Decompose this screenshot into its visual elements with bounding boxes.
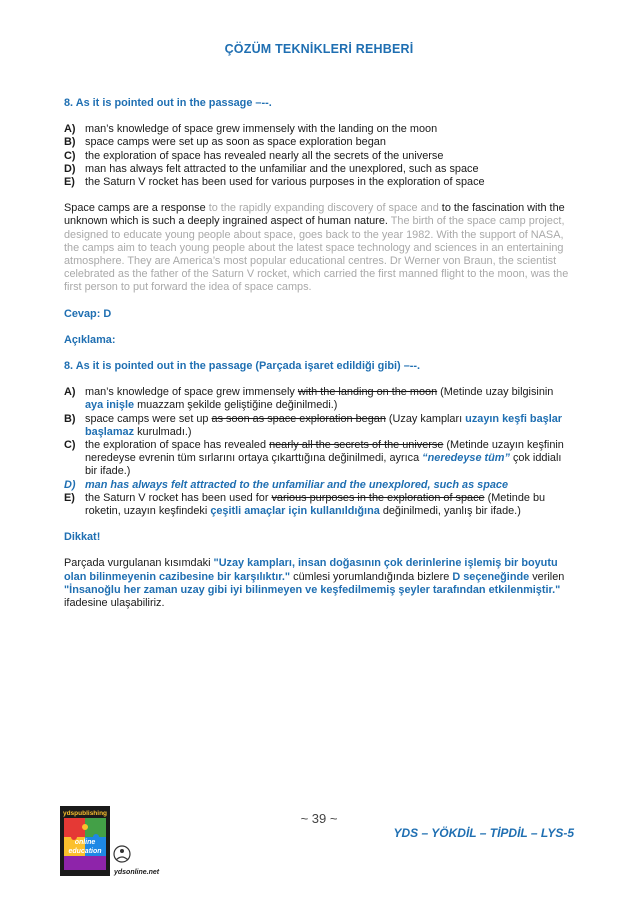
dikkat-part: ifadesine ulaşabiliriz.: [64, 597, 165, 610]
explanation-title: 8. As it is pointed out in the passage (Parçada işaret edildiği gibi) –--.: [64, 360, 421, 373]
logo-mid-text: online: [74, 839, 96, 846]
option-part: (Uzay kampları: [385, 412, 466, 425]
struck-text: with the landing on the moon: [297, 386, 438, 399]
passage-highlight: to the fascination with the unknown which is such a deeply ingrained aspect of human nature.: [64, 202, 565, 228]
option-part: değinilmedi, yanlış bir ifade.): [379, 505, 521, 518]
option-part: çok iddialı bir ifade.): [85, 452, 562, 478]
option-text: man’s knowledge of space grew immensely with the landing on the moon: [85, 123, 438, 136]
page-number: ~ 39 ~: [300, 811, 338, 826]
option-text: the Saturn V rocket has been used for various purposes in the exploration of space: [85, 176, 485, 189]
option-letter: E): [64, 491, 75, 504]
option-part: the Saturn V rocket has been used for: [85, 491, 272, 504]
option-d: [64, 163, 574, 176]
dikkat-part: cümlesi yorumlandığında bizlere: [290, 570, 453, 583]
option-text: man has always felt attracted to the unfamiliar and the unexplored, such as space: [85, 162, 479, 175]
option-letter: B): [64, 412, 76, 425]
option-part: (Metinde uzay bilgisinin: [437, 386, 554, 399]
logo-mid-text-2: education: [68, 848, 102, 855]
dikkat-part: Parçada vurgulanan kısımdaki: [64, 557, 214, 570]
dikkat-part: verilen: [529, 570, 565, 583]
option-text: [85, 386, 574, 412]
option-a: [64, 123, 574, 136]
option-letter: D): [64, 162, 76, 175]
option-text: [85, 492, 574, 518]
option-text: space camps were set up as soon as space exploration began: [85, 136, 386, 149]
option-part: kurulmadı.): [134, 425, 192, 438]
explanation-option-c: [64, 439, 574, 479]
option-e: [64, 176, 574, 189]
option-b: [64, 136, 574, 149]
explanation-option-d-correct: [64, 479, 574, 492]
option-letter: A): [64, 386, 76, 399]
option-letter: C): [64, 439, 76, 452]
passage-highlight: Space camps are a response: [64, 202, 206, 215]
highlight-text: D seçeneğinde: [452, 570, 530, 583]
page-title: ÇÖZÜM TEKNİKLERİ REHBERİ: [224, 42, 414, 56]
struck-text: nearly all the secrets of the universe: [269, 439, 444, 452]
logo-url-text: ydsonline.net: [114, 869, 160, 876]
answer-label: Cevap: D: [64, 307, 112, 320]
option-letter: E): [64, 176, 75, 189]
option-letter: C): [64, 149, 76, 162]
option-part: muazzam şekilde geliştiğine değinilmedi.): [134, 399, 338, 412]
option-c: [64, 150, 574, 163]
option-letter: A): [64, 123, 76, 136]
option-letter: D): [64, 478, 76, 491]
question-options: [64, 123, 574, 189]
explanation-option-b: [64, 413, 574, 439]
struck-text: as soon as space exploration began: [211, 412, 386, 425]
option-text: [85, 439, 574, 479]
highlight-text: “neredeyse tüm”: [422, 452, 510, 465]
struck-text: various purposes in the exploration of space: [271, 491, 485, 504]
puzzle-logo-icon: [60, 806, 170, 876]
logo-top-text: ydspublishing: [62, 810, 108, 817]
footer-series-title: YDS – YÖKDİL – TİPDİL – LYS-5: [393, 826, 574, 840]
publisher-logo: [60, 806, 170, 876]
highlight-text: uzayın keşfi başlar başlamaz: [85, 412, 563, 438]
passage-text: to the rapidly expanding discovery of space and: [205, 202, 442, 215]
question-title: 8. As it is pointed out in the passage –--.: [64, 97, 272, 109]
dikkat-paragraph: [64, 557, 574, 610]
option-part: space camps were set up: [85, 412, 212, 425]
option-part: (Metinde uzayın keşfinin neredeyse evrenin tüm sırlarını ortaya çıkarttığına değinilmedi, ayrıca: [85, 439, 564, 465]
highlight-text: "İnsanoğlu her zaman uzay gibi iyi bilinmeyen ve keşfedilmemiş şeyler tarafından etkilenmiştir.": [64, 583, 561, 596]
explanation-options: [64, 386, 574, 518]
passage-text: The birth of the space camp project, designed to educate young people about space, goes back to the year 1982. With the support of NASA, the camps aim to teach young people about the latest space technology and sciences in an entertaining atmosphere. They are America’s most popular educational centres. Dr Werner von Braun, the scientist celebrated as the father of the Saturn V rocket, which carried the first manned flight to the moon, was the first person to put forward the idea of space camps.: [64, 215, 569, 294]
explanation-option-a: [64, 386, 574, 412]
document-body: [64, 97, 574, 621]
explanation-option-e: [64, 492, 574, 518]
option-letter: B): [64, 136, 76, 149]
highlight-text: aya inişle: [85, 399, 135, 412]
option-part: man’s knowledge of space grew immensely: [85, 386, 298, 399]
highlight-text: "Uzay kampları, insan doğasının çok derinlerine işlemiş bir boyutu olan bilinmeyenin cazibesine bir karşılıktır.": [64, 557, 558, 583]
highlight-text: çeşitli amaçlar için kullanıldığına: [210, 505, 380, 518]
option-part: (Metinde bu roketin, uzayın keşfindeki: [85, 491, 546, 518]
option-text: [85, 413, 574, 439]
option-text: man has always felt attracted to the unfamiliar and the unexplored, such as space: [85, 478, 509, 491]
dikkat-label: Dikkat!: [64, 531, 101, 544]
explanation-label: Açıklama:: [64, 333, 116, 346]
reading-passage: [64, 202, 574, 294]
option-part: the exploration of space has revealed: [85, 439, 270, 452]
option-text: the exploration of space has revealed nearly all the secrets of the universe: [85, 149, 444, 162]
